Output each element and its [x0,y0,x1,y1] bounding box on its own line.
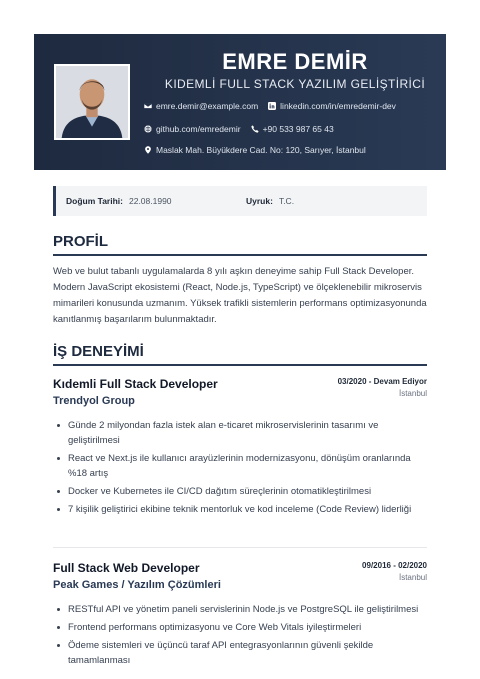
contact-github-text: github.com/emredemir [156,124,241,134]
job-entry [53,376,427,520]
birth-date-value: 22.08.1990 [128,196,172,206]
job-date: 09/2016 - 02/2020 [362,561,427,570]
nationality-label: Uyruk: [246,196,273,206]
job-company: Trendyol Group [53,395,135,407]
contact-address-text: Maslak Mah. Büyükdere Cad. No: 120, Sarıyer, İstanbul [156,145,366,155]
job-bullet: React ve Next.js ile kullanıcı arayüzlerinin modernizasyonu, dönüşüm oranlarında %18 artış [57,451,427,481]
contact-row-1 [144,101,436,111]
linkedin-icon [268,102,276,110]
job-bullets [53,602,427,668]
envelope-icon [144,102,152,110]
job-bullet: 7 kişilik geliştirici ekibine teknik mentorluk ve kod inceleme (Code Review) liderliği [57,502,427,517]
job-divider [53,547,427,548]
job-header [53,560,427,594]
job-bullets [53,418,427,517]
contact-linkedin-text: linkedin.com/in/emredemir-dev [280,101,396,111]
contact-email-text: emre.demir@example.com [156,101,259,111]
contact-phone[interactable] [251,124,334,134]
nationality [246,196,294,206]
job-bullet: Ödeme sistemleri ve üçüncü taraf API entegrasyonlarının güvenli şekilde tamamlanması [57,638,427,668]
phone-icon [251,125,259,133]
profile-photo [54,64,130,140]
contact-address [144,145,366,155]
contact-row-3 [144,145,436,155]
job-bullet: RESTful API ve yönetim paneli servislerinin Node.js ve PostgreSQL ile geliştirilmesi [57,602,427,617]
experience-heading: İŞ DENEYİMİ [53,343,427,366]
globe-icon [144,125,152,133]
job-role: Kıdemli Full Stack Developer [53,377,218,391]
job-bullet: Günde 2 milyondan fazla istek alan e-ticaret mikroservislerinin tasarımı ve geliştirilmesi [57,418,427,448]
profile-heading: PROFİL [53,233,427,256]
personal-info-box [53,186,427,216]
job-entry [53,560,427,671]
job-bullet: Docker ve Kubernetes ile CI/CD dağıtım süreçlerinin otomatikleştirilmesi [57,484,427,499]
job-location: İstanbul [398,573,427,582]
birth-date-label: Doğum Tarihi: [66,196,123,206]
contact-linkedin[interactable] [268,101,396,111]
job-header [53,376,427,410]
contact-row-2 [144,124,436,134]
job-bullet: Frontend performans optimizasyonu ve Core Web Vitals iyileştirmeleri [57,620,427,635]
job-role: Full Stack Web Developer [53,561,200,575]
contact-email[interactable] [144,101,258,111]
job-location: İstanbul [398,389,427,398]
resume-header [34,34,446,170]
contact-github[interactable] [144,124,241,134]
job-company: Peak Games / Yazılım Çözümleri [53,579,221,591]
profile-summary: Web ve bulut tabanlı uygulamalarda 8 yılı aşkın deneyime sahip Full Stack Developer. Modern JavaScript ekosistemi (React, Node.js, TypeScript) ve ölçeklenebilir mikroservis mimarileri konusunda uzmanım. Yüksek trafikli sistemlerin performans optimizasyonunda kanıtlanmış başarılarım bulunmaktadır. [53,266,427,325]
contact-phone-text: +90 533 987 65 43 [262,124,334,134]
profile-photo-image [56,66,128,138]
job-date: 03/2020 - Devam Ediyor [337,377,427,386]
nationality-value: T.C. [278,196,295,206]
location-pin-icon [144,146,152,154]
candidate-title: KIDEMLİ FULL STACK YAZILIM GELİŞTİRİCİ [164,77,426,91]
birth-date [66,196,246,206]
candidate-name: EMRE DEMİR [222,49,368,74]
